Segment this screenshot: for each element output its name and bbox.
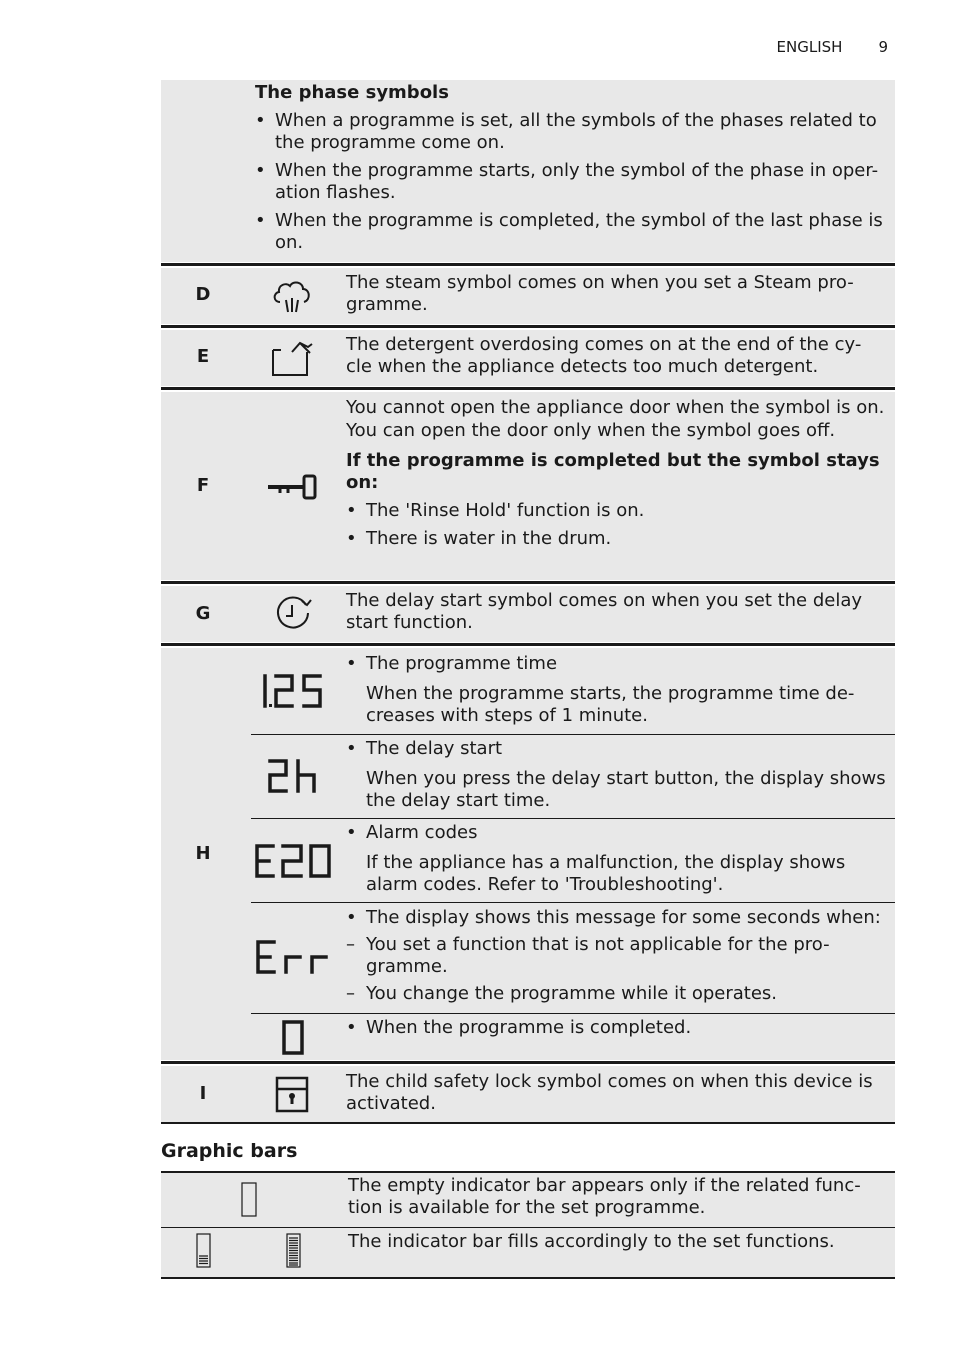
h-item-err [346, 907, 886, 1005]
row-f-text [346, 397, 886, 550]
phase-bullet: • When the programme is completed, the symbol of the last phase is on. [255, 210, 885, 254]
child-lock-icon [274, 1075, 312, 1115]
divider [161, 1122, 895, 1124]
h-bullet: • Alarm codes [346, 822, 886, 844]
h-item-alarm-codes [346, 822, 886, 896]
divider [251, 1013, 895, 1014]
row-f-line1: You cannot open the appliance door when the symbol is on. [346, 397, 885, 418]
divider [251, 818, 895, 819]
row-letter: D [195, 284, 211, 305]
display-alarm-code-icon [253, 842, 333, 882]
row-f-bullet: • There is water in the drum. [346, 528, 886, 550]
row-f-line2: You can open the door only when the symbol goes off. [346, 420, 836, 441]
divider [161, 387, 895, 390]
row-i-text: The child safety lock symbol comes on when this device is activated. [346, 1071, 873, 1114]
h-dash: – You change the programme while it operates. [346, 983, 886, 1005]
h-bullet: • When the programme is completed. [346, 1017, 886, 1039]
phase-bullet: • When a programme is set, all the symbols of the phases related to the programme come on. [255, 110, 885, 154]
row-e-text: The detergent overdosing comes on at the end of the cy-cle when the appliance detects too much detergent. [346, 334, 862, 377]
h-bullet: • The programme time [346, 653, 886, 675]
graphic-bar-empty-text: The empty indicator bar appears only if the related func-tion is available for the set programme. [348, 1175, 861, 1218]
display-error-message-icon [254, 938, 334, 978]
row-g-text: The delay start symbol comes on when you set the delay start function. [346, 590, 863, 633]
h-detail: When the programme starts, the programme time de-creases with steps of 1 minute. [366, 683, 855, 726]
row-letter: E [196, 346, 210, 367]
divider [251, 902, 895, 903]
delay-start-clock-icon [272, 595, 314, 635]
divider [161, 1061, 895, 1064]
graphic-bars-title: Graphic bars [161, 1140, 298, 1162]
h-detail: If the appliance has a malfunction, the display shows alarm codes. Refer to 'Troubleshooting'. [366, 852, 846, 895]
divider [161, 263, 895, 266]
row-f-bold: If the programme is completed but the symbol stays on: [346, 450, 880, 493]
divider [161, 581, 895, 584]
row-letter: F [196, 475, 210, 496]
h-bullet: • The display shows this message for some seconds when: [346, 907, 886, 929]
language-label: ENGLISH [776, 38, 843, 56]
h-bullet: • The delay start [346, 738, 886, 760]
detergent-overdosing-icon [270, 338, 316, 378]
divider [251, 734, 895, 735]
graphic-bar-filled-text: The indicator bar fills accordingly to the set functions. [348, 1231, 835, 1252]
row-letter: G [195, 603, 211, 624]
phase-symbols-title: The phase symbols [255, 82, 449, 103]
empty-indicator-bar-icon [238, 1180, 260, 1220]
row-f-bullet: • The 'Rinse Hold' function is on. [346, 500, 886, 522]
page-header [777, 38, 888, 56]
full-indicator-bar-icon [284, 1232, 304, 1270]
row-letter: H [195, 843, 211, 864]
h-dash: – You set a function that is not applicable for the pro-gramme. [346, 934, 886, 978]
h-item-delay-start [346, 738, 886, 812]
divider [161, 643, 895, 646]
h-item-completed [346, 1017, 886, 1039]
door-lock-key-icon [266, 472, 320, 502]
divider [161, 1277, 895, 1279]
partially-filled-indicator-bar-icon [194, 1232, 214, 1270]
display-completed-icon [280, 1019, 308, 1057]
h-item-programme-time [346, 653, 886, 727]
display-delay-start-icon [266, 757, 322, 795]
h-detail: When you press the delay start button, the display shows the delay start time. [366, 768, 886, 811]
page-number: 9 [878, 38, 888, 56]
divider [161, 325, 895, 328]
phase-symbols-text [255, 82, 885, 254]
steam-icon [270, 276, 314, 316]
row-letter: I [199, 1083, 207, 1104]
row-d-text: The steam symbol comes on when you set a Steam pro-gramme. [346, 272, 854, 315]
phase-bullet: • When the programme starts, only the symbol of the phase in oper-ation flashes. [255, 160, 885, 204]
display-programme-time-icon [260, 672, 326, 712]
